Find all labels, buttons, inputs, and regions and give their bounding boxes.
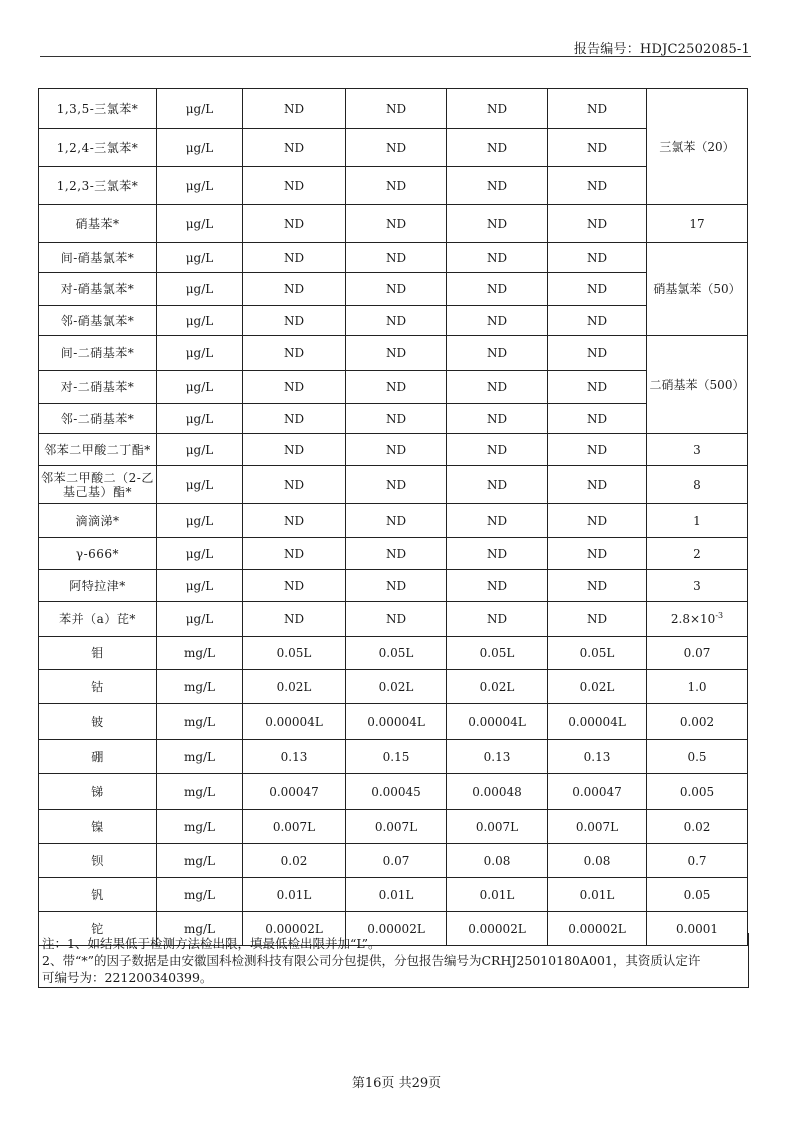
result-cell: ND — [548, 129, 647, 167]
result-cell: ND — [243, 243, 346, 273]
result-cell: ND — [548, 336, 647, 371]
unit-cell: μg/L — [157, 336, 243, 371]
result-cell: ND — [548, 89, 647, 129]
page-footer: 第16页 共29页 — [351, 1076, 442, 1091]
result-cell: ND — [243, 336, 346, 371]
result-cell: ND — [243, 504, 346, 538]
result-cell: ND — [548, 570, 647, 602]
limit-cell: 三氯苯（20） — [647, 89, 748, 205]
result-cell: 0.08 — [447, 844, 548, 878]
result-cell: ND — [548, 243, 647, 273]
result-cell: 0.01L — [346, 878, 447, 912]
substance-name: 1,3,5-三氯苯* — [39, 89, 157, 129]
result-cell: ND — [447, 306, 548, 336]
result-cell: ND — [548, 504, 647, 538]
limit-cell: 0.07 — [647, 637, 748, 670]
unit-cell: μg/L — [157, 466, 243, 504]
limit-cell: 3 — [647, 434, 748, 466]
unit-cell: μg/L — [157, 602, 243, 637]
substance-name: 对-硝基氯苯* — [39, 273, 157, 306]
substance-name: 间-硝基氯苯* — [39, 243, 157, 273]
substance-name: 钒 — [39, 878, 157, 912]
unit-cell: μg/L — [157, 538, 243, 570]
result-cell: 0.05L — [243, 637, 346, 670]
substance-name: 间-二硝基苯* — [39, 336, 157, 371]
result-cell: ND — [346, 89, 447, 129]
unit-cell: mg/L — [157, 740, 243, 774]
substance-name: 铍 — [39, 704, 157, 740]
table-row — [39, 774, 748, 810]
table-row — [39, 167, 748, 205]
substance-name: 1,2,3-三氯苯* — [39, 167, 157, 205]
limit-exponent: -3 — [715, 611, 724, 620]
result-cell: ND — [243, 273, 346, 306]
result-cell: 0.00002L — [243, 912, 346, 946]
result-cell: 0.02L — [447, 670, 548, 704]
result-cell: ND — [447, 466, 548, 504]
unit-cell: μg/L — [157, 570, 243, 602]
unit-cell: mg/L — [157, 774, 243, 810]
note-line-1: 注：1、如结果低于检测方法检出限，填最低检出限并加“L”。 — [42, 936, 381, 951]
unit-cell: μg/L — [157, 273, 243, 306]
result-cell: 0.00004L — [548, 704, 647, 740]
result-cell: ND — [548, 404, 647, 434]
result-cell: ND — [548, 306, 647, 336]
substance-name: 滴滴涕* — [39, 504, 157, 538]
result-cell: 0.00004L — [346, 704, 447, 740]
unit-cell: mg/L — [157, 878, 243, 912]
result-cell: 0.007L — [447, 810, 548, 844]
result-cell: ND — [447, 404, 548, 434]
limit-cell: 二硝基苯（500） — [647, 336, 748, 434]
result-cell: 0.00002L — [548, 912, 647, 946]
table-row — [39, 704, 748, 740]
result-cell: ND — [243, 570, 346, 602]
limit-cell: 0.5 — [647, 740, 748, 774]
unit-cell: μg/L — [157, 371, 243, 404]
result-cell: 0.00045 — [346, 774, 447, 810]
limit-cell: 3 — [647, 570, 748, 602]
result-cell: 0.01L — [447, 878, 548, 912]
table-row — [39, 129, 748, 167]
table-row — [39, 243, 748, 273]
result-cell: ND — [243, 538, 346, 570]
limit-cell — [647, 602, 748, 637]
result-cell: ND — [346, 570, 447, 602]
unit-cell: μg/L — [157, 205, 243, 243]
result-cell: ND — [346, 466, 447, 504]
result-cell: ND — [447, 336, 548, 371]
result-cell: ND — [346, 404, 447, 434]
result-cell: ND — [548, 538, 647, 570]
substance-name: 苯并（a）芘* — [39, 602, 157, 637]
result-cell: 0.13 — [447, 740, 548, 774]
substance-name: 1,2,4-三氯苯* — [39, 129, 157, 167]
substance-name: 钴 — [39, 670, 157, 704]
table-row — [39, 466, 748, 504]
result-cell: ND — [548, 602, 647, 637]
result-cell: ND — [447, 273, 548, 306]
substance-name: 硼 — [39, 740, 157, 774]
report-number: 报告编号：HDJC2502085-1 — [573, 42, 750, 57]
substance-name: 钼 — [39, 637, 157, 670]
result-cell: 0.05L — [447, 637, 548, 670]
unit-cell: mg/L — [157, 844, 243, 878]
notes — [38, 933, 749, 988]
note-line-3: 可编号为：221200340399。 — [42, 970, 213, 985]
table-row — [39, 670, 748, 704]
result-cell: ND — [548, 167, 647, 205]
substance-name: 钡 — [39, 844, 157, 878]
limit-cell: 2 — [647, 538, 748, 570]
result-cell: ND — [548, 273, 647, 306]
unit-cell: μg/L — [157, 243, 243, 273]
substance-name: 硝基苯* — [39, 205, 157, 243]
result-cell: ND — [548, 466, 647, 504]
limit-cell: 0.002 — [647, 704, 748, 740]
result-cell: ND — [346, 306, 447, 336]
result-cell: ND — [346, 167, 447, 205]
result-cell: 0.007L — [243, 810, 346, 844]
result-cell: 0.007L — [346, 810, 447, 844]
unit-cell: mg/L — [157, 912, 243, 946]
table-row — [39, 205, 748, 243]
table-row — [39, 273, 748, 306]
substance-name: 阿特拉津* — [39, 570, 157, 602]
result-cell: ND — [243, 89, 346, 129]
result-cell: ND — [346, 434, 447, 466]
unit-cell: μg/L — [157, 434, 243, 466]
result-cell: 0.07 — [346, 844, 447, 878]
result-cell: ND — [243, 129, 346, 167]
result-cell: ND — [346, 504, 447, 538]
result-cell: ND — [346, 273, 447, 306]
result-cell: ND — [243, 167, 346, 205]
result-cell: ND — [243, 205, 346, 243]
result-cell: ND — [243, 434, 346, 466]
substance-name: γ-666* — [39, 538, 157, 570]
result-cell: ND — [447, 602, 548, 637]
result-cell: ND — [243, 306, 346, 336]
table-row — [39, 89, 748, 129]
result-cell: ND — [447, 504, 548, 538]
result-cell: ND — [346, 205, 447, 243]
result-cell: ND — [447, 538, 548, 570]
result-cell: 0.15 — [346, 740, 447, 774]
table-row — [39, 371, 748, 404]
table-row — [39, 538, 748, 570]
result-cell: ND — [447, 129, 548, 167]
result-cell: ND — [548, 434, 647, 466]
unit-cell: μg/L — [157, 306, 243, 336]
result-cell: ND — [548, 371, 647, 404]
substance-name: 镍 — [39, 810, 157, 844]
unit-cell: μg/L — [157, 504, 243, 538]
limit-cell: 8 — [647, 466, 748, 504]
result-cell: ND — [346, 129, 447, 167]
result-cell: ND — [346, 602, 447, 637]
result-cell: 0.00047 — [548, 774, 647, 810]
limit-cell: 硝基氯苯（50） — [647, 243, 748, 336]
limit-cell: 0.02 — [647, 810, 748, 844]
result-cell: 0.02L — [346, 670, 447, 704]
result-cell: 0.01L — [243, 878, 346, 912]
result-cell: ND — [243, 404, 346, 434]
result-cell: ND — [548, 205, 647, 243]
result-cell: 0.00047 — [243, 774, 346, 810]
result-cell: ND — [243, 602, 346, 637]
result-cell: ND — [447, 167, 548, 205]
result-cell: 0.00048 — [447, 774, 548, 810]
limit-cell: 0.005 — [647, 774, 748, 810]
limit-cell: 0.7 — [647, 844, 748, 878]
limit-base: 2.8×10 — [670, 612, 716, 626]
table-row — [39, 434, 748, 466]
result-cell: ND — [346, 336, 447, 371]
unit-cell: μg/L — [157, 167, 243, 205]
substance-name: 锑 — [39, 774, 157, 810]
result-cell: ND — [447, 243, 548, 273]
note-line-2: 2、带“*”的因子数据是由安徽国科检测科技有限公司分包提供，分包报告编号为CRHJ25010180A001，其资质认定许 — [42, 953, 701, 968]
result-cell: 0.02L — [548, 670, 647, 704]
result-cell: 0.00002L — [346, 912, 447, 946]
table-row — [39, 810, 748, 844]
limit-cell: 0.05 — [647, 878, 748, 912]
result-cell: 0.05L — [548, 637, 647, 670]
unit-cell: mg/L — [157, 810, 243, 844]
limit-cell: 0.0001 — [647, 912, 748, 946]
limit-cell: 1 — [647, 504, 748, 538]
result-cell: ND — [447, 205, 548, 243]
unit-cell: μg/L — [157, 89, 243, 129]
result-cell: 0.08 — [548, 844, 647, 878]
table-row — [39, 404, 748, 434]
table-row — [39, 844, 748, 878]
result-cell: ND — [447, 434, 548, 466]
substance-name: 邻苯二甲酸二丁酯* — [39, 434, 157, 466]
results-table — [38, 88, 748, 946]
result-cell: 0.13 — [243, 740, 346, 774]
table-row — [39, 504, 748, 538]
limit-cell: 17 — [647, 205, 748, 243]
result-cell: ND — [346, 243, 447, 273]
result-cell: 0.007L — [548, 810, 647, 844]
result-cell: 0.05L — [346, 637, 447, 670]
table-row — [39, 602, 748, 637]
unit-cell: μg/L — [157, 404, 243, 434]
result-cell: 0.01L — [548, 878, 647, 912]
result-cell: 0.02 — [243, 844, 346, 878]
result-cell: 0.02L — [243, 670, 346, 704]
result-cell: ND — [243, 466, 346, 504]
substance-name: 邻-二硝基苯* — [39, 404, 157, 434]
result-cell: ND — [243, 371, 346, 404]
table-row — [39, 306, 748, 336]
header-rule — [40, 56, 751, 57]
unit-cell: mg/L — [157, 637, 243, 670]
limit-cell: 1.0 — [647, 670, 748, 704]
table-row — [39, 336, 748, 371]
result-cell: 0.00004L — [447, 704, 548, 740]
result-cell: ND — [447, 570, 548, 602]
unit-cell: μg/L — [157, 129, 243, 167]
table-row — [39, 570, 748, 602]
substance-name: 对-二硝基苯* — [39, 371, 157, 404]
result-cell: 0.00004L — [243, 704, 346, 740]
result-cell: ND — [447, 371, 548, 404]
result-cell: 0.00002L — [447, 912, 548, 946]
table-row — [39, 740, 748, 774]
result-cell: 0.13 — [548, 740, 647, 774]
table-row — [39, 878, 748, 912]
result-cell: ND — [447, 89, 548, 129]
substance-name: 铊 — [39, 912, 157, 946]
unit-cell: mg/L — [157, 704, 243, 740]
unit-cell: mg/L — [157, 670, 243, 704]
table-row — [39, 637, 748, 670]
substance-name: 邻苯二甲酸二（2-乙基己基）酯* — [39, 466, 157, 504]
result-cell: ND — [346, 371, 447, 404]
result-cell: ND — [346, 538, 447, 570]
substance-name: 邻-硝基氯苯* — [39, 306, 157, 336]
